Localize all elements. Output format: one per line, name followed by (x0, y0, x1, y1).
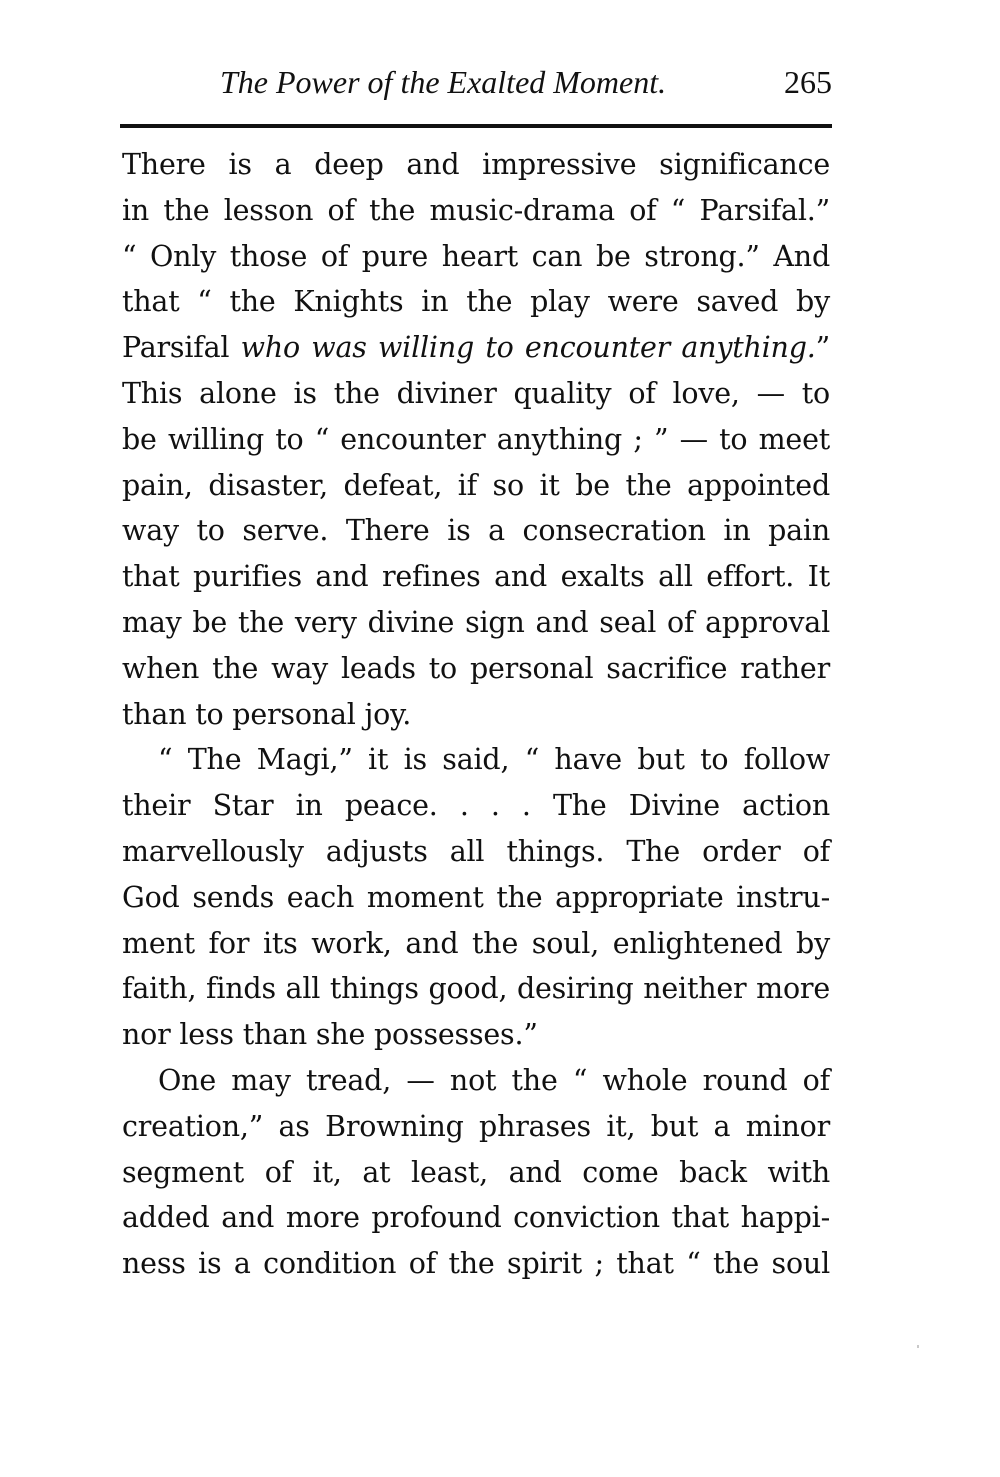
text-line: faith, finds all things good, desiring neither more (122, 972, 830, 1006)
text-line: “ The Magi,” it is said, “ have but to follow (158, 743, 830, 777)
text-line: pain, disaster, defeat, if so it be the appointed (122, 468, 830, 502)
text-line: when the way leads to personal sacrifice rather (122, 651, 830, 685)
running-title: The Power of the Exalted Moment. (220, 64, 667, 100)
text-line: creation,” as Browning phrases it, but a minor (122, 1109, 830, 1143)
text-line: that purifies and refines and exalts all effort. It (122, 560, 830, 594)
text-line: be willing to “ encounter anything ; ” — to meet (122, 422, 830, 456)
text-segment: Parsifal (122, 331, 241, 365)
scan-speck (917, 1345, 919, 1348)
text-line: There is a deep and impressive significance (122, 148, 830, 181)
text-line: segment of it, at least, and come back with (122, 1155, 830, 1189)
page-number: 265 (784, 64, 832, 100)
text-line: that “ the Knights in the play were saved by (122, 285, 830, 319)
text-line: God sends each moment the appropriate instru- (122, 880, 830, 914)
text-line: “ Only those of pure heart can be strong.” And (122, 239, 830, 273)
text-line: way to serve. There is a consecration in pain (122, 514, 830, 548)
text-line: may be the very divine sign and seal of approval (122, 605, 830, 639)
text-line: One may tread, — not the “ whole round of (158, 1063, 830, 1097)
text-line: ness is a condition of the spirit ; that “ the soul (122, 1247, 830, 1281)
text-line: added and more profound conviction that happi- (122, 1201, 830, 1235)
text-line: nor less than she possesses.” (122, 1018, 538, 1052)
running-header (120, 60, 832, 110)
italic-text: who was willing to encounter anything. (240, 331, 816, 365)
text-line: than to personal joy. (122, 697, 412, 731)
text-line: their Star in peace. . . . The Divine action (122, 789, 830, 823)
text-line: This alone is the diviner quality of love, — to (122, 376, 830, 410)
text-line: in the lesson of the music-drama of “ Parsifal.” (122, 193, 830, 227)
text-line: ment for its work, and the soul, enlightened by (122, 926, 830, 960)
body-text (122, 142, 830, 1287)
text-segment: ” (815, 331, 830, 365)
header-rule (120, 124, 832, 128)
text-line (122, 325, 830, 371)
text-line: marvellously adjusts all things. The order of (122, 834, 830, 868)
